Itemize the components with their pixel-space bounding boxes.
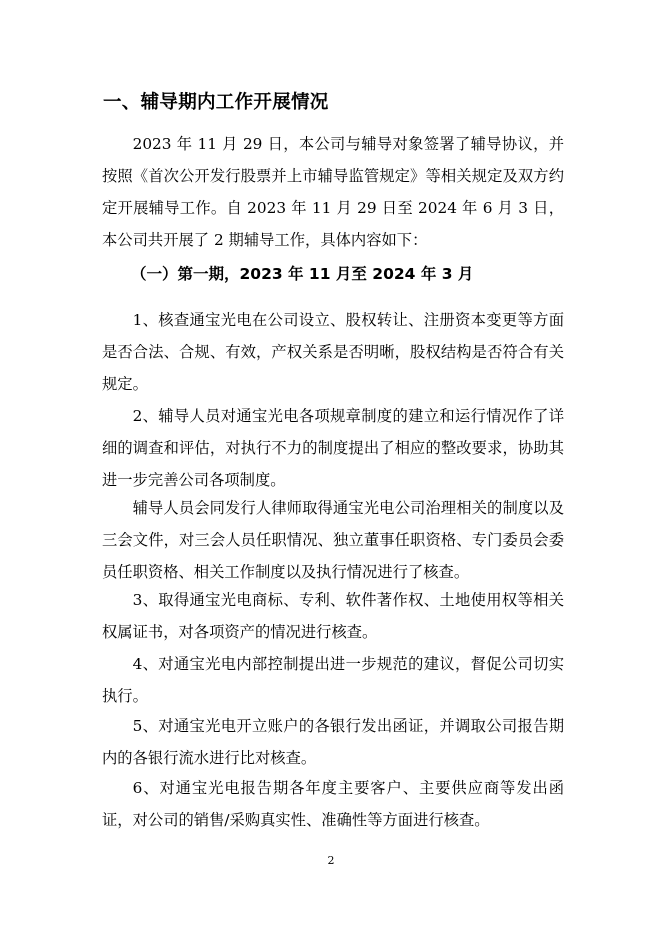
subsection-heading: （一）第一期，2023 年 11 月至 2024 年 3 月 bbox=[131, 265, 474, 283]
paragraph-item-2-continued: 辅导人员会同发行人律师取得通宝光电公司治理相关的制度以及三会文件，对三会人员任职情况、独立董事任职资格、专门委员会委员任职资格、相关工作制度以及执行情况进行了核查。 bbox=[102, 499, 564, 581]
paragraph-item-1: 1、核查通宝光电在公司设立、股权转让、注册资本变更等方面是否合法、合规、有效，产权关系是否明晰，股权结构是否符合有关规定。 bbox=[102, 311, 564, 393]
page-number: 2 bbox=[327, 854, 335, 867]
paragraph-item-3: 3、取得通宝光电商标、专利、软件著作权、土地使用权等相关权属证书，对各项资产的情况进行核查。 bbox=[102, 591, 564, 641]
paragraph-item-5: 5、对通宝光电开立账户的各银行发出函证，并调取公司报告期内的各银行流水进行比对核查。 bbox=[102, 717, 564, 767]
paragraph-item-2: 2、辅导人员对通宝光电各项规章制度的建立和运行情况作了详细的调查和评估，对执行不力的制度提出了相应的整改要求，协助其进一步完善公司各项制度。 bbox=[102, 407, 564, 489]
intro-paragraph: 2023 年 11 月 29 日，本公司与辅导对象签署了辅导协议，并按照《首次公开发行股票并上市辅导监管规定》等相关规定及双方约定开展辅导工作。自 2023 年 11 月 29 日至 2024 年 6 月 3 日，本公司共开展了 2 期辅导工作，具体内容如下： bbox=[102, 135, 564, 249]
paragraph-item-6: 6、对通宝光电报告期各年度主要客户、主要供应商等发出函证，对公司的销售/采购真实性、准确性等方面进行核查。 bbox=[102, 779, 564, 829]
section-heading: 一、辅导期内工作开展情况 bbox=[103, 92, 329, 113]
paragraph-item-4: 4、对通宝光电内部控制提出进一步规范的建议，督促公司切实执行。 bbox=[102, 655, 564, 705]
